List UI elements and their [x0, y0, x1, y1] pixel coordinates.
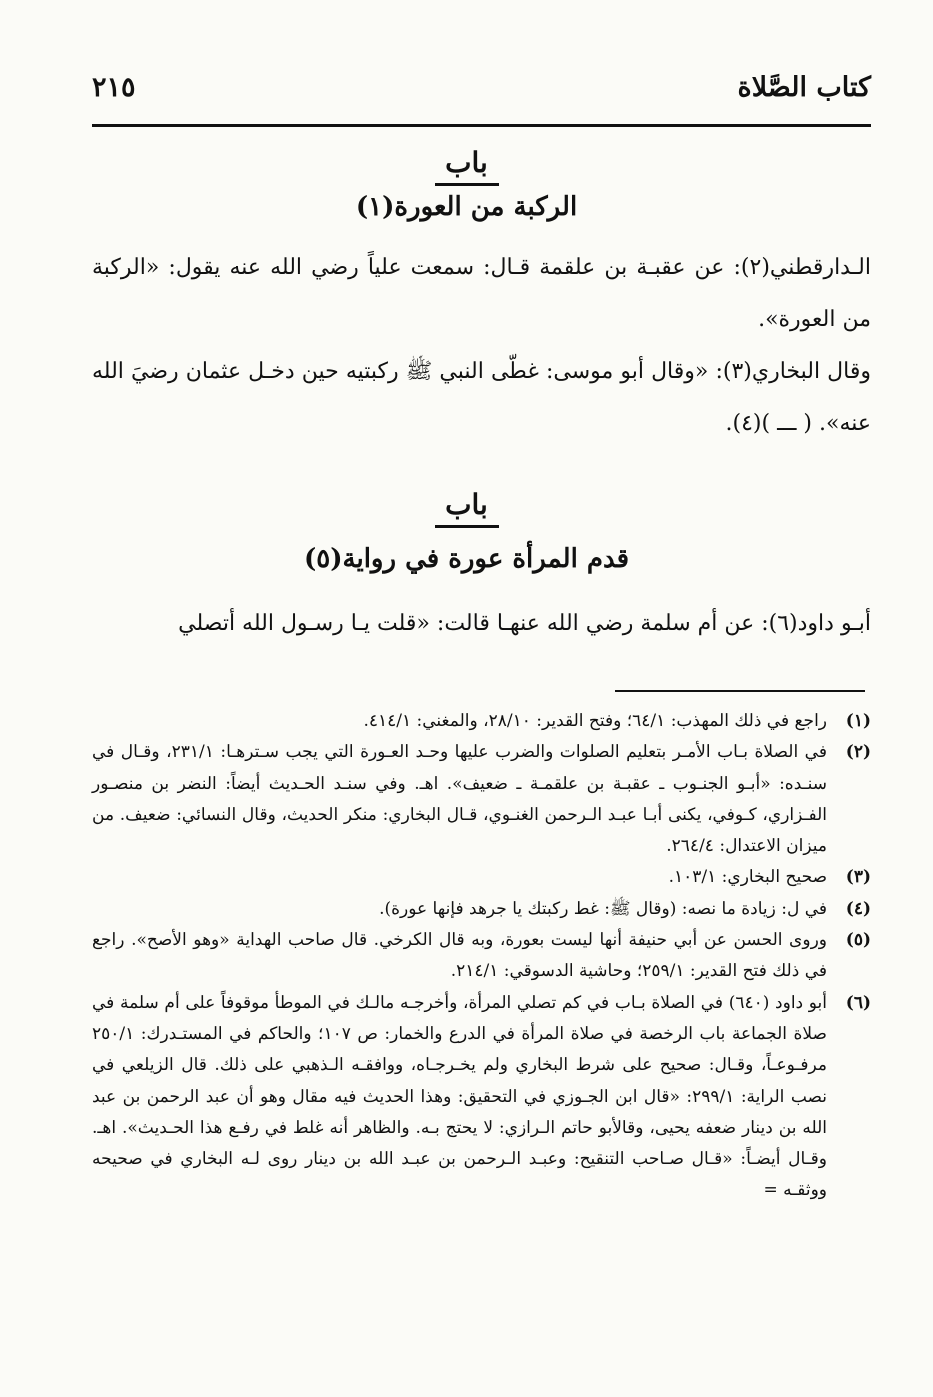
footnote-number: (٣): [845, 867, 871, 888]
bab-underline: [435, 525, 499, 528]
page-header: [92, 72, 871, 116]
paragraph-abu-dawud: أبـو داود(٦): عن أم سلمة رضي الله عنهـا قالت: «قلت يـا رسـول الله أتصلي: [178, 611, 871, 636]
footnote: [92, 862, 871, 893]
footnote-separator: [615, 690, 865, 692]
footnote-number: (٢): [845, 742, 871, 763]
footnote-text: في الصلاة بـاب الأمـر بتعليم الصلوات والضرب عليها وحـد العـورة التي يجب سـترهـا: ٢٣١/١، وقـال في سنـده: «أبـو الجنـوب ـ عقبـة بن علقمـة ـ ضعيف». اهـ. وفي سنـد الحـديث أيضاً: النضر بن منصـور الفـزاري، كـوفي، يكنى أبـا عبـد الـرحمن الغنـوي، قـال البخاري: منكر الحديث، وقال النسائي: ضعيف. من ميزان الاعتدال: ٢٦٤/٤.: [92, 742, 827, 857]
paragraph-bukhari: وقال البخاري(٣): «وقال أبو موسى: غطّى النبي ﷺ ركبتيه حين دخـل عثمان رضيَ الله عنه». ( ـــ )(٤).: [92, 359, 871, 436]
section-heading-bab: [0, 488, 933, 528]
header-rule: [92, 124, 871, 127]
paragraph-daraqutni: الـدارقطني(٢): عن عقبـة بن علقمة قـال: سمعت علياً رضي الله عنه يقول: «الركبة من العورة».: [92, 255, 871, 332]
footnote: [92, 706, 871, 737]
running-title: كتاب الصَّلاة: [737, 72, 871, 103]
footnote-text: في ل: زيادة ما نصه: (وقال ﷺ: غط ركبتك يا جرهد فإنها عورة).: [379, 898, 827, 919]
bab-underline: [435, 183, 499, 186]
footnote: [92, 988, 871, 1207]
footnote-text: وروى الحسن عن أبي حنيفة أنها ليست بعورة، وبه قال الكرخي. قال صاحب الهداية «وهو الأصح». راجع في ذلك فتح القدير: ٢٥٩/١؛ وحاشية الدسوقي: ٢١٤/١.: [92, 930, 827, 982]
footnote: [92, 894, 871, 925]
footnote-text: راجع في ذلك المهذب: ٦٤/١؛ وفتح القدير: ٢٨/١٠، والمغني: ٤١٤/١.: [363, 711, 827, 731]
footnote-number: (٤): [845, 898, 871, 919]
footnotes: [92, 706, 871, 1207]
chapter-title-knee: الركبة من العورة(١): [355, 192, 578, 222]
footnote: [92, 925, 871, 988]
chapter-title-foot: قدم المرأة عورة في رواية(٥): [303, 544, 630, 574]
footnote-text: صحيح البخاري: ١٠٣/١.: [668, 867, 827, 888]
bab-label: باب: [445, 488, 488, 521]
footnote-number: (١): [845, 711, 871, 731]
footnote-text: أبو داود (٦٤٠) في الصلاة بـاب في كم تصلي المرأة، وأخرجـه مالـك في الموطأ موقوفاً على أم سلمة في صلاة الجماعة باب الرخصة في صلاة المرأة في الدرع والخمار: ص ١٠٧؛ والحاكم في المستـدرك: ٢٥٠/١ مرفـوعـاً، وقـال: صحيح على شرط البخاري ولم يخـرجـاه، ووافقـه الـذهبي على ذلك. قال الزيلعي في نصب الراية: ٢٩٩/١: «قال ابن الجـوزي في التحقيق: وهذا الحديث فيه مقال وهو أن عبد الرحمن بن عبد الله بن دينار ضعفه يحيى، وقالأبو حاتم الـرازي: لا يحتج بـه. والظاهر أنه غلط في رفـع هذا الحـديث». اهـ. وقـال أيضـاً: «قـال صـاحب التنقيح: وعبـد الـرحمن بن عبـد الله بن دينار روى لـه البخاري في صحيحه ووثقـه =: [92, 992, 828, 1201]
footnote: [92, 737, 871, 862]
page-number: ٢١٥: [92, 72, 136, 103]
footnote-number: (٦): [845, 992, 871, 1013]
footnote-number: (٥): [845, 930, 871, 951]
section-heading-bab: [0, 146, 933, 186]
bab-label: باب: [445, 146, 488, 179]
